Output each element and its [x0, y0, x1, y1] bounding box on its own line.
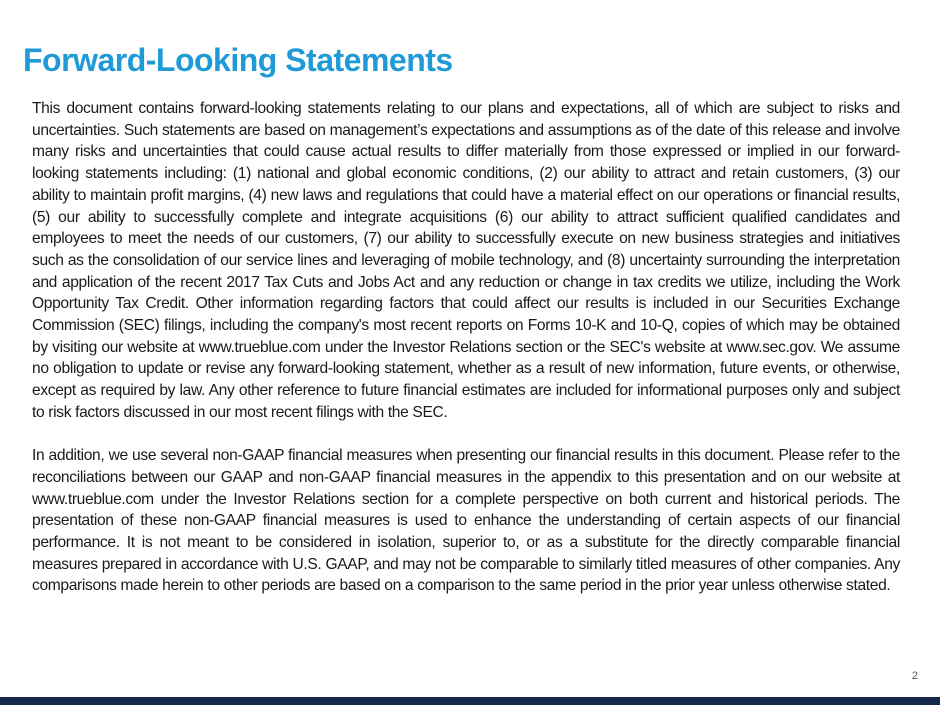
disclaimer-body	[32, 98, 900, 597]
non-gaap-paragraph: In addition, we use several non-GAAP financial measures when presenting our financial results in this document. Please refer to the reconciliations between our GAAP and non-GAAP financial measures in the appendix to this presentation and on our website at www.trueblue.com under the Investor Relations section for a complete perspective on both current and historical periods. The presentation of these non-GAAP financial measures is used to enhance the understanding of certain aspects of our financial performance. It is not meant to be considered in isolation, superior to, or as a substitute for the directly comparable financial measures prepared in accordance with U.S. GAAP, and may not be comparable to similarly titled measures of other companies. Any comparisons made herein to other periods are based on a comparison to the same period in the prior year unless otherwise stated.	[32, 447, 900, 595]
page-number: 2	[911, 670, 918, 682]
slide-title: Forward-Looking Statements	[23, 42, 453, 78]
footer-bar	[0, 697, 940, 705]
forward-looking-paragraph: This document contains forward-looking statements relating to our plans and expectations, all of which are subject to risks and uncertainties. Such statements are based on management’s expectations and assumptions as of the date of this release and involve many risks and uncertainties that could cause actual results to differ materially from those expressed or implied in our forward-looking statements including: (1) national and global economic conditions, (2) our ability to attract and retain customers, (3) our ability to maintain profit margins, (4) new laws and regulations that could have a material effect on our operations or financial results, (5) our ability to successfully complete and integrate acquisitions (6) our ability to attract sufficient qualified candidates and employees to meet the needs of our customers, (7) our ability to successfully execute on new business strategies and initiatives such as the consolidation of our service lines and leveraging of mobile technology, and (8) uncertainty surrounding the interpretation and application of the recent 2017 Tax Cuts and Jobs Act and any reduction or change in tax credits we utilize, including the Work Opportunity Tax Credit. Other information regarding factors that could affect our results is included in our Securities Exchange Commission (SEC) filings, including the company's most recent reports on Forms 10-K and 10-Q, copies of which may be obtained by visiting our website at www.trueblue.com under the Investor Relations section or the SEC's website at www.sec.gov. We assume no obligation to update or revise any forward-looking statement, whether as a result of new information, future events, or otherwise, except as required by law. Any other reference to future financial estimates are included for informational purposes only and subject to risk factors discussed in our most recent filings with the SEC.	[32, 100, 900, 421]
